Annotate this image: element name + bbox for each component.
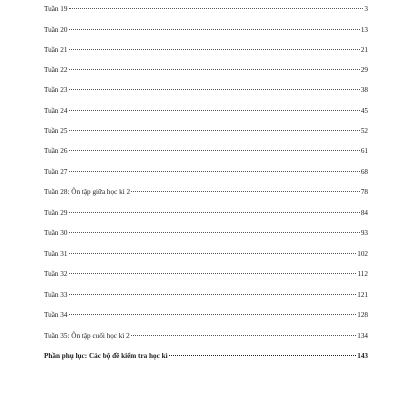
toc-entry-label: Tuần 19 bbox=[44, 5, 68, 13]
toc-entry-tuan-26[interactable] bbox=[44, 145, 368, 157]
toc-entry-page: 143 bbox=[357, 352, 368, 360]
dot-leader bbox=[69, 8, 364, 9]
toc-entry-tuan-34[interactable] bbox=[44, 309, 368, 321]
toc-entry-page: 38 bbox=[360, 86, 368, 94]
dot-leader bbox=[131, 335, 356, 336]
toc-entry-tuan-31[interactable] bbox=[44, 248, 368, 260]
dot-leader bbox=[69, 232, 360, 233]
dot-leader bbox=[69, 89, 360, 90]
toc-entry-page: 128 bbox=[357, 311, 368, 319]
toc-entry-page: 93 bbox=[360, 229, 368, 237]
dot-leader bbox=[69, 49, 360, 50]
toc-entry-page: 121 bbox=[357, 291, 368, 299]
toc-entry-tuan-25[interactable] bbox=[44, 125, 368, 137]
toc-entry-label: Tuần 24 bbox=[44, 107, 68, 115]
toc-entry-page: 13 bbox=[360, 26, 368, 34]
toc-entry-label: Tuần 31 bbox=[44, 250, 68, 258]
toc-entry-label: Tuần 28: Ôn tập giữa học kì 2 bbox=[44, 188, 131, 196]
toc-entry-tuan-24[interactable] bbox=[44, 105, 368, 117]
toc-entry-tuan-35[interactable] bbox=[44, 330, 368, 342]
toc-entry-label: Phần phụ lục: Các bộ đề kiểm tra học kì bbox=[44, 352, 168, 360]
toc-entry-tuan-27[interactable] bbox=[44, 166, 368, 178]
toc-entry-label: Tuần 33 bbox=[44, 291, 68, 299]
toc-entry-tuan-20[interactable] bbox=[44, 24, 368, 36]
toc-entry-label: Tuần 27 bbox=[44, 168, 68, 176]
toc-entry-label: Tuần 21 bbox=[44, 46, 68, 54]
toc-entry-tuan-19[interactable] bbox=[44, 3, 368, 15]
toc-entry-tuan-33[interactable] bbox=[44, 289, 368, 301]
dot-leader bbox=[69, 171, 360, 172]
toc-entry-label: Tuần 29 bbox=[44, 209, 68, 217]
toc-entry-label: Tuần 32 bbox=[44, 270, 68, 278]
dot-leader bbox=[131, 191, 360, 192]
toc-entry-page: 21 bbox=[360, 46, 368, 54]
dot-leader bbox=[69, 294, 357, 295]
toc-entry-label: Tuần 30 bbox=[44, 229, 68, 237]
dot-leader bbox=[169, 355, 357, 356]
toc-entry-label: Tuần 25 bbox=[44, 127, 68, 135]
dot-leader bbox=[69, 130, 360, 131]
toc-entry-page: 78 bbox=[360, 188, 368, 196]
toc-entry-tuan-28[interactable] bbox=[44, 186, 368, 198]
dot-leader bbox=[69, 150, 360, 151]
toc-entry-page: 134 bbox=[357, 332, 368, 340]
toc-entry-page: 68 bbox=[360, 168, 368, 176]
toc-entry-page: 29 bbox=[360, 66, 368, 74]
dot-leader bbox=[69, 212, 360, 213]
toc-entry-page: 45 bbox=[360, 107, 368, 115]
toc-entry-page: 102 bbox=[357, 250, 368, 258]
dot-leader bbox=[69, 273, 357, 274]
dot-leader bbox=[69, 253, 357, 254]
dot-leader bbox=[69, 110, 360, 111]
toc-entry-label: Tuần 23 bbox=[44, 86, 68, 94]
table-of-contents bbox=[44, 0, 368, 400]
dot-leader bbox=[69, 69, 360, 70]
dot-leader bbox=[69, 314, 357, 315]
dot-leader bbox=[69, 29, 360, 30]
toc-entry-tuan-32[interactable] bbox=[44, 268, 368, 280]
toc-entry-tuan-30[interactable] bbox=[44, 227, 368, 239]
toc-entry-page: 84 bbox=[360, 209, 368, 217]
toc-entry-label: Tuần 35: Ôn tập cuối học kì 2 bbox=[44, 332, 130, 340]
toc-entry-page: 52 bbox=[360, 127, 368, 135]
toc-entry-label: Tuần 22 bbox=[44, 66, 68, 74]
toc-entry-tuan-29[interactable] bbox=[44, 207, 368, 219]
toc-entry-phu-luc[interactable] bbox=[44, 350, 368, 362]
toc-entry-tuan-22[interactable] bbox=[44, 64, 368, 76]
toc-entry-label: Tuần 26 bbox=[44, 147, 68, 155]
toc-entry-tuan-21[interactable] bbox=[44, 44, 368, 56]
toc-entry-label: Tuần 20 bbox=[44, 26, 68, 34]
toc-entry-label: Tuần 34 bbox=[44, 311, 68, 319]
toc-entry-page: 112 bbox=[357, 270, 368, 278]
toc-entry-tuan-23[interactable] bbox=[44, 84, 368, 96]
toc-entry-page: 61 bbox=[360, 147, 368, 155]
toc-entry-page: 3 bbox=[364, 5, 368, 13]
